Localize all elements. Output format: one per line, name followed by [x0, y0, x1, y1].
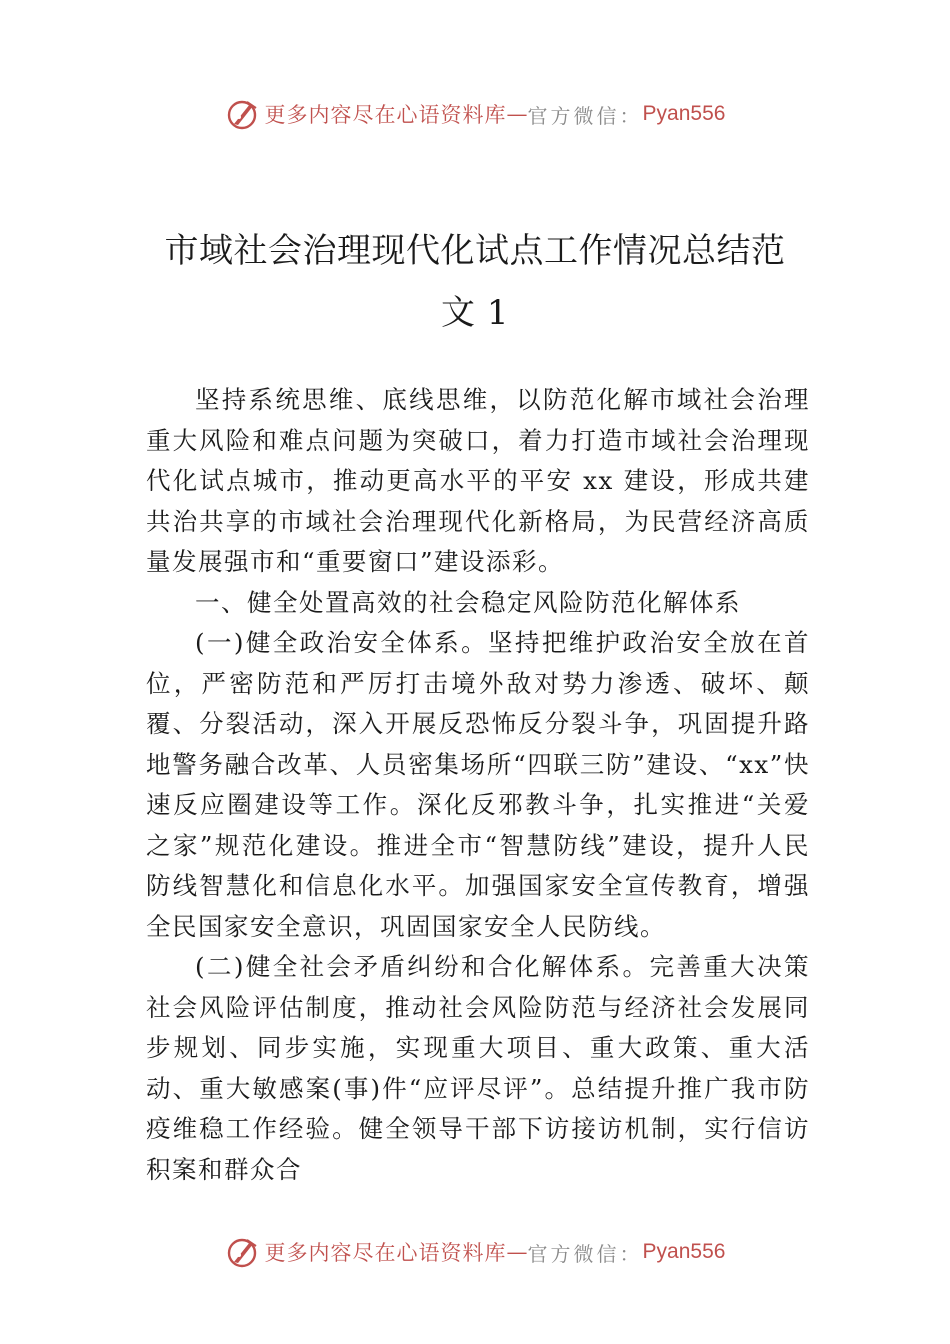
title-line-1: 市域社会治理现代化试点工作情况总结范	[164, 231, 786, 271]
watermark-wechat-label: 官方微信：	[527, 103, 643, 128]
document-body	[146, 380, 810, 1190]
watermark-brand-text: 更多内容尽在心语资料库	[264, 1241, 507, 1265]
watermark-separator: —	[506, 102, 528, 126]
watermark-banner-bottom	[0, 1232, 950, 1272]
watermark-banner-top	[0, 94, 950, 134]
watermark-brand-text: 更多内容尽在心语资料库	[264, 103, 507, 127]
quill-pen-circle-icon	[225, 97, 259, 131]
intro-paragraph: 坚持系统思维、底线思维，以防范化解市域社会治理重大风险和难点问题为突破口，着力打造市域社会治理现代化试点城市，推动更高水平的平安 xx 建设，形成共建共治共享的市域社会治理现代化新格局，为民营经济高质量发展强市和“重要窗口”建设添彩。	[146, 385, 810, 576]
watermark-wechat-id: Pyan556	[642, 1240, 726, 1263]
watermark-wechat-label: 官方微信：	[527, 1241, 643, 1266]
title-line-2: 文 1	[441, 293, 509, 333]
watermark-separator: —	[506, 1240, 528, 1264]
section-heading-1: 一、健全处置高效的社会稳定风险防范化解体系	[195, 587, 741, 617]
document-title	[145, 220, 805, 344]
quill-pen-circle-icon	[225, 1235, 259, 1269]
subsection-paragraph-2: (二)健全社会矛盾纠纷和合化解体系。完善重大决策社会风险评估制度，推动社会风险防范与经济社会发展同步规划、同步实施，实现重大项目、重大政策、重大活动、重大敏感案(事)件“应评尽评”。总结提升推广我市防疫维稳工作经验。健全领导干部下访接访机制，实行信访积案和群众合	[146, 952, 810, 1184]
watermark-wechat-id: Pyan556	[642, 102, 726, 125]
subsection-paragraph-1: (一)健全政治安全体系。坚持把维护政治安全放在首位，严密防范和严厉打击境外敌对势力渗透、破坏、颠覆、分裂活动，深入开展反恐怖反分裂斗争，巩固提升路地警务融合改革、人员密集场所“四联三防”建设、“xx”快速反应圈建设等工作。深化反邪教斗争，扎实推进“关爱之家”规范化建设。推进全市“智慧防线”建设，提升人民防线智慧化和信息化水平。加强国家安全宣传教育，增强全民国家安全意识，巩固国家安全人民防线。	[146, 628, 810, 941]
